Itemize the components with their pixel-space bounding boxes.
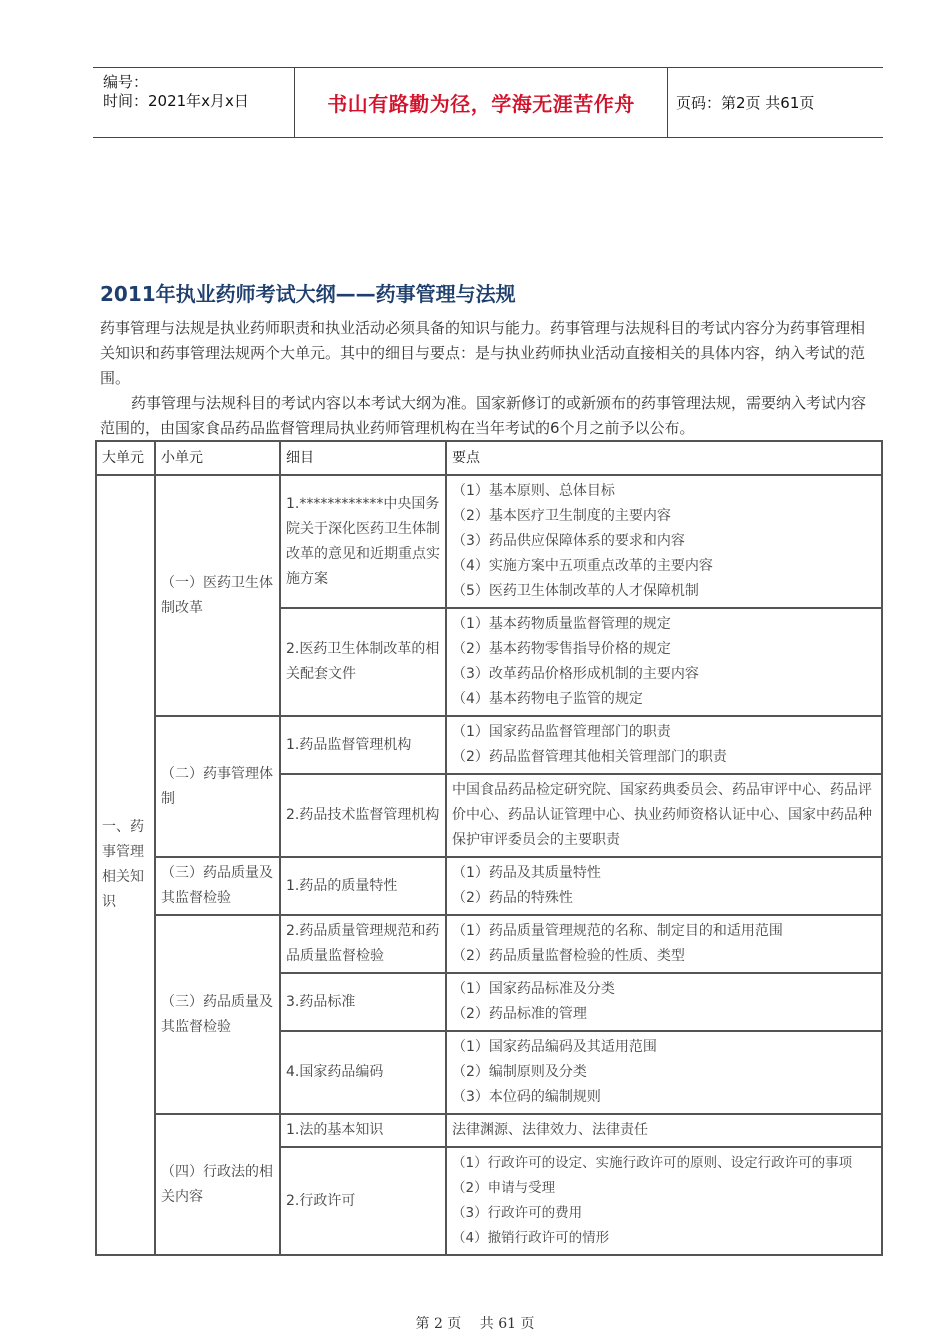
header-cell-item: 细目	[280, 441, 446, 475]
item-cell: 1.药品监督管理机构	[280, 716, 446, 774]
point-line: （3）本位码的编制规则	[452, 1089, 601, 1105]
point-line: （5）医药卫生体制改革的人才保障机制	[452, 583, 699, 599]
points-cell	[446, 1031, 882, 1114]
header-meta	[93, 68, 293, 137]
points-cell	[446, 973, 882, 1031]
unit-cell: 一、药事管理相关知识	[96, 475, 155, 1255]
point-line: （4）基本药物电子监管的规定	[452, 691, 643, 707]
time-label: 时间：2021年x月x日	[103, 92, 249, 110]
points-cell	[446, 915, 882, 973]
header-cell-subunit: 小单元	[155, 441, 280, 475]
header-cell-unit: 大单元	[96, 441, 155, 475]
number-label: 编号：	[103, 73, 149, 91]
item-cell: 3.药品标准	[280, 973, 446, 1031]
point-line: （2）编制原则及分类	[452, 1064, 587, 1080]
table-row	[96, 915, 882, 973]
points-cell	[446, 774, 882, 857]
subunit-cell: （三）药品质量及其监督检验	[155, 857, 280, 915]
point-line: （1）药品质量管理规范的名称、制定目的和适用范围	[452, 923, 783, 939]
point-line: （2）药品监督管理其他相关管理部门的职责	[452, 749, 727, 765]
syllabus-table	[95, 440, 883, 1256]
item-cell: 1.************中央国务院关于深化医药卫生体制改革的意见和近期重点实施方案	[280, 475, 446, 608]
point-line: （3）改革药品价格形成机制的主要内容	[452, 666, 699, 682]
table-row	[96, 716, 882, 774]
table-header-row	[96, 441, 882, 475]
subunit-cell: （三）药品质量及其监督检验	[155, 915, 280, 1114]
point-line: （3）行政许可的费用	[452, 1205, 583, 1221]
item-cell: 2.行政许可	[280, 1147, 446, 1255]
points-cell	[446, 608, 882, 716]
header-cell-points: 要点	[446, 441, 882, 475]
points-cell	[446, 857, 882, 915]
item-cell: 1.法的基本知识	[280, 1114, 446, 1147]
table-row	[96, 1114, 882, 1147]
subunit-cell: （四）行政法的相关内容	[155, 1114, 280, 1255]
point-line: （1）行政许可的设定、实施行政许可的原则、设定行政许可的事项	[452, 1155, 853, 1171]
page-label: 页码：第2页 共61页	[676, 94, 815, 112]
subunit-cell: （二）药事管理体制	[155, 716, 280, 857]
point-line: （2）药品的特殊性	[452, 890, 573, 906]
header-page-cell	[667, 68, 883, 137]
page-footer	[0, 1313, 950, 1333]
point-line: （1）国家药品监督管理部门的职责	[452, 724, 671, 740]
point-line: （4）实施方案中五项重点改革的主要内容	[452, 558, 713, 574]
intro-text	[100, 316, 876, 441]
point-line: （2）基本药物零售指导价格的规定	[452, 641, 671, 657]
point-line: （2）药品质量监督检验的性质、类型	[452, 948, 685, 964]
point-line: （1）基本原则、总体目标	[452, 483, 615, 499]
page-header	[93, 67, 883, 138]
points-cell	[446, 1114, 882, 1147]
point-line: （3）药品供应保障体系的要求和内容	[452, 533, 685, 549]
point-line: 中国食品药品检定研究院、国家药典委员会、药品审评中心、药品评价中心、药品认证管理中心、执业药师资格认证中心、国家中药品种保护审评委员会的主要职责	[452, 782, 872, 848]
point-line: （2）药品标准的管理	[452, 1006, 587, 1022]
item-cell: 4.国家药品编码	[280, 1031, 446, 1114]
point-line: （4）撤销行政许可的情形	[452, 1230, 610, 1246]
item-cell: 1.药品的质量特性	[280, 857, 446, 915]
item-cell: 2.药品技术监督管理机构	[280, 774, 446, 857]
table-row	[96, 475, 882, 608]
footer-page: 第 2 页	[415, 1316, 462, 1332]
point-line: （1）药品及其质量特性	[452, 865, 601, 881]
intro-paragraph-2: 药事管理与法规科目的考试内容以本考试大纲为准。国家新修订的或新颁布的药事管理法规，需要纳入考试内容范围的，由国家食品药品监督管理局执业药师管理机构在当年考试的6个月之前予以公布。	[100, 394, 867, 437]
point-line: （1）国家药品编码及其适用范围	[452, 1039, 657, 1055]
point-line: （1）国家药品标准及分类	[452, 981, 615, 997]
item-cell: 2.医药卫生体制改革的相关配套文件	[280, 608, 446, 716]
item-cell: 2.药品质量管理规范和药品质量监督检验	[280, 915, 446, 973]
motto: 书山有路勤为径，学海无涯苦作舟	[327, 92, 635, 116]
point-line: （1）基本药物质量监督管理的规定	[452, 616, 671, 632]
point-line: （2）申请与受理	[452, 1180, 556, 1196]
points-cell	[446, 475, 882, 608]
points-cell	[446, 1147, 882, 1255]
table-row	[96, 857, 882, 915]
footer-total: 共 61 页	[479, 1316, 535, 1332]
points-cell	[446, 716, 882, 774]
intro-paragraph-1: 药事管理与法规是执业药师职责和执业活动必须具备的知识与能力。药事管理与法规科目的考试内容分为药事管理相关知识和药事管理法规两个大单元。其中的细目与要点：是与执业药师执业活动直接相关的具体内容，纳入考试的范围。	[100, 319, 866, 387]
subunit-cell: （一）医药卫生体制改革	[155, 475, 280, 716]
header-motto-cell	[294, 68, 668, 137]
point-line: （2）基本医疗卫生制度的主要内容	[452, 508, 671, 524]
point-line: 法律渊源、法律效力、法律责任	[452, 1122, 648, 1138]
document-title: 2011年执业药师考试大纲——药事管理与法规	[100, 282, 516, 306]
